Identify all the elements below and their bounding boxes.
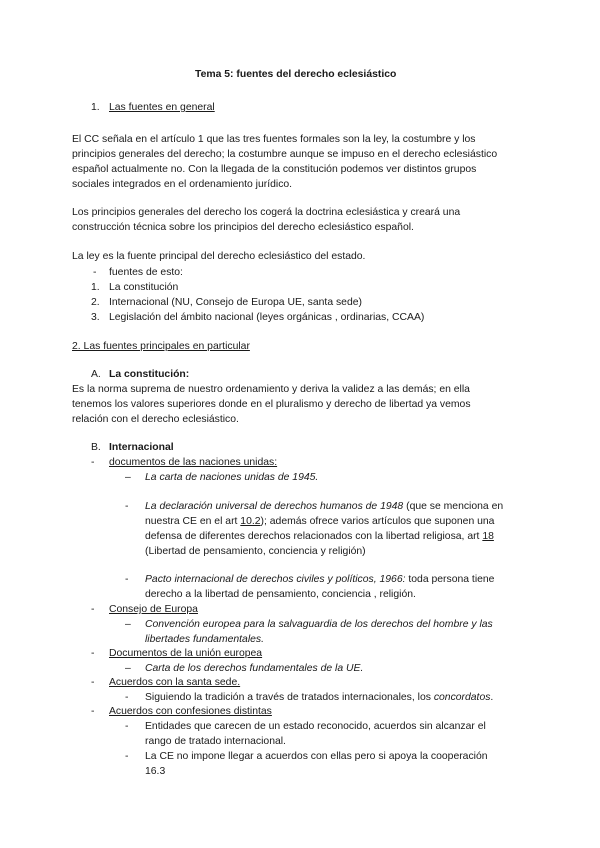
text: (que se menciona en — [403, 501, 504, 512]
sub-dash-bullet: – — [125, 619, 131, 630]
article-ref: 10.2 — [240, 516, 261, 527]
list-item-line — [145, 529, 494, 544]
section-1-number: 1. — [91, 102, 100, 113]
sub-dash-bullet: – — [125, 472, 131, 483]
list-item-line: (Libertad de pensamiento, conciencia y religión) — [145, 546, 366, 557]
text-italic: La declaración universal de derechos humanos de 1948 — [145, 501, 404, 512]
list-item-line — [145, 514, 494, 529]
nu-heading: documentos de las naciones unidas: — [109, 457, 278, 468]
section-2-heading: 2. Las fuentes principales en particular — [72, 341, 250, 352]
dash-bullet: - — [93, 267, 97, 278]
text: ); además ofrece varios artículos que suponen una — [260, 516, 495, 527]
list-item: Convención europea para la salvaguardia de los derechos del hombre y las — [145, 619, 493, 630]
sub-dash-bullet: - — [125, 692, 129, 703]
section-1-heading: Las fuentes en general — [109, 102, 215, 113]
list-item — [145, 690, 493, 705]
list-item: fuentes de esto: — [109, 267, 183, 278]
paragraph-line: Los principios generales del derecho los cogerá la doctrina eclesiástica y creará una — [72, 207, 461, 218]
ue-heading: Documentos de la unión europea — [109, 648, 263, 659]
paragraph-line: construcción técnica sobre los principios del derecho eclesiástico español. — [72, 222, 414, 233]
list-item-line: 16.3 — [145, 766, 166, 777]
sub-dash-bullet: - — [125, 751, 129, 762]
list-number: 2. — [91, 297, 100, 308]
list-item-line: libertades fundamentales. — [145, 634, 264, 645]
list-item-line: rango de tratado internacional. — [145, 736, 286, 747]
cd-heading: Acuerdos con confesiones distintas — [109, 706, 272, 717]
paragraph-line: Es la norma suprema de nuestro ordenamiento y deriva la validez a las demás; en ella — [72, 384, 470, 395]
ss-heading: Acuerdos con la santa sede. — [109, 677, 241, 688]
paragraph-line: tenemos los valores superiores donde en el pluralismo y derecho de libertad ya vemos — [72, 399, 471, 410]
paragraph-line: El CC señala en el artículo 1 que las tres fuentes formales son la ley, la costumbre y los — [72, 134, 476, 145]
list-item: La carta de naciones unidas de 1945. — [145, 472, 319, 483]
list-number: 3. — [91, 312, 100, 323]
subsection-a-title: La constitución: — [109, 369, 190, 380]
sub-dash-bullet: – — [125, 663, 131, 674]
text: nuestra CE en el art — [145, 516, 241, 527]
paragraph-line: La ley es la fuente principal del derecho eclesiástico del estado. — [72, 251, 366, 262]
page-title: Tema 5: fuentes del derecho eclesiástico — [195, 69, 397, 80]
dash-bullet: - — [91, 604, 95, 615]
list-item-line: derecho a la libertad de pensamiento, conciencia , religión. — [145, 589, 416, 600]
text: toda persona tiene — [405, 574, 495, 585]
dash-bullet: - — [91, 677, 95, 688]
sub-dash-bullet: - — [125, 574, 129, 585]
text: Siguiendo la tradición a través de tratados internacionales, los — [145, 692, 434, 703]
dash-bullet: - — [91, 457, 95, 468]
dash-bullet: - — [91, 648, 95, 659]
article-ref: 18 — [482, 531, 494, 542]
sub-dash-bullet: - — [125, 721, 129, 732]
sub-dash-bullet: - — [125, 501, 129, 512]
subsection-letter: B. — [91, 442, 101, 453]
text-italic: Pacto internacional de derechos civiles y políticos, 1966: — [145, 574, 406, 585]
paragraph-line: principios generales del derecho; la costumbre aunque se impuso en el derecho eclesiástico — [72, 149, 498, 160]
ce-heading: Consejo de Europa — [109, 604, 198, 615]
paragraph-line: español actualmente no. Con la llegada de la constitución podemos ver distintos grupos — [72, 164, 477, 175]
list-number: 1. — [91, 282, 100, 293]
text-italic: concordatos — [433, 692, 491, 703]
list-item: Carta de los derechos fundamentales de la UE. — [145, 663, 364, 674]
list-item: Entidades que carecen de un estado reconocido, acuerdos sin alcanzar el — [145, 721, 486, 732]
list-item: Legislación del ámbito nacional (leyes orgánicas , ordinarias, CCAA) — [109, 312, 425, 323]
list-item: La constitución — [109, 282, 179, 293]
text: . — [490, 692, 494, 703]
list-item: La CE no impone llegar a acuerdos con ellas pero si apoya la cooperación — [145, 751, 488, 762]
paragraph-line: sociales integrados en el ordenamiento jurídico. — [72, 179, 293, 190]
text: defensa de diferentes derechos relacionados con la libertad religiosa, art — [145, 531, 483, 542]
paragraph-line: relación con el derecho eclesiástico. — [72, 414, 239, 425]
list-item — [145, 572, 494, 587]
list-item — [145, 499, 503, 514]
dash-bullet: - — [91, 706, 95, 717]
list-item: Internacional (NU, Consejo de Europa UE, santa sede) — [109, 297, 362, 308]
subsection-b-title: Internacional — [109, 442, 174, 453]
subsection-letter: A. — [91, 369, 101, 380]
